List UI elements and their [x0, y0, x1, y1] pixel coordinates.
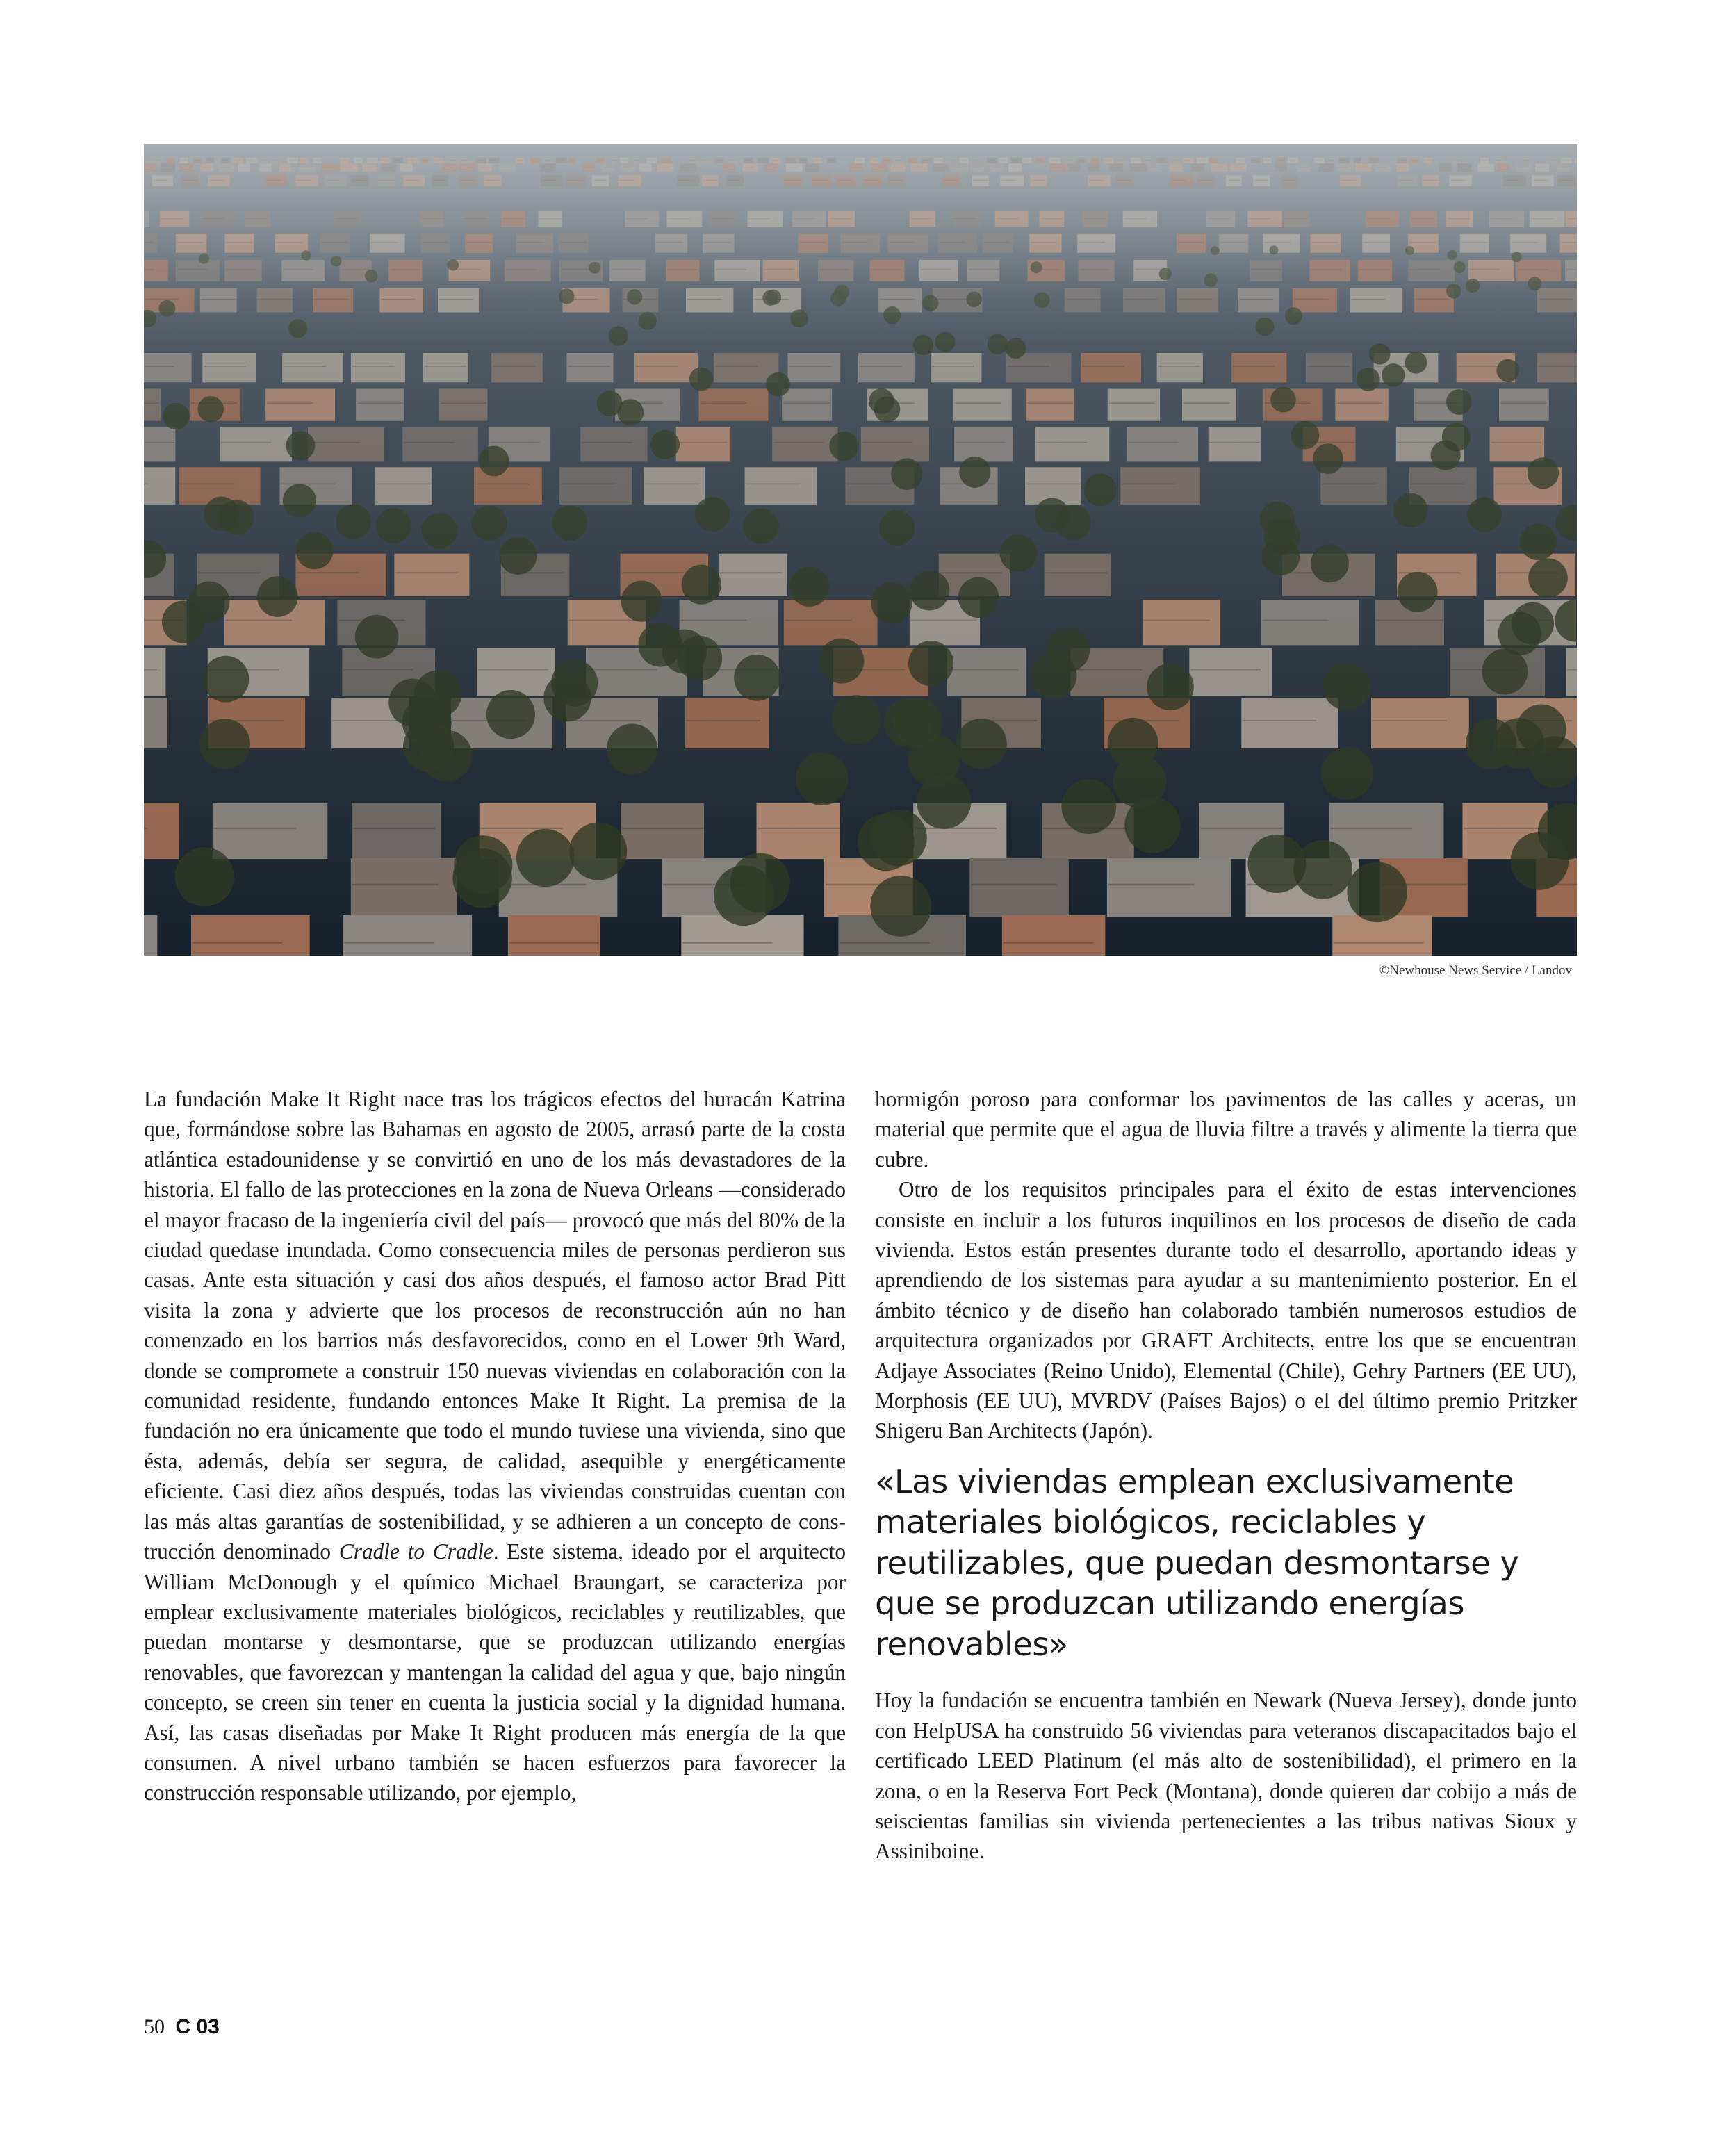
- page-number: 50: [144, 2015, 165, 2038]
- section-label: C 03: [175, 2015, 220, 2038]
- left-column: [144, 1084, 846, 1808]
- body-paragraph: hormigón poroso para conformar los pavimentos de las calles y aceras, un material que permite que el agua de lluvia filtre a través y alimente la tierra que cubre.: [875, 1087, 1577, 1172]
- pull-quote: «Las viviendas emplean exclusivamente materiales biológicos, reciclables y reutilizables, que puedan desmontarse y que se produzcan utilizando energías renovables»: [875, 1462, 1519, 1663]
- page-folio: [144, 2015, 220, 2039]
- body-text: La fundación Make It Right nace tras los trágicos efectos del huracán Katrina que, formándose sobre las Bahamas en agosto de 2005, arrasó parte de la costa atlántica estadounidense y se convirtió en uno de los más devastadores de la historia. El fallo de las protecciones en la zona de Nueva Orleans —considerado el mayor fracaso de la ingeniería civil del país— provocó que más del 80% de la ciudad quedase inundada. Como consecuencia miles de personas perdieron sus casas. Ante esta situación y casi dos años después, el famoso actor Brad Pitt visita la zona y advierte que los procesos de reconstrucción aún no han comenzado en los barrios más desfavorecidos, como en el Lower 9th Ward, donde se compromete a construir 150 nuevas viviendas en colaboración con la comunidad residente, fundando entonces Make It Right. La premisa de la fundación no era únicamente que todo el mundo tuviese una vivienda, sino que ésta, además, debía ser segura, de calidad, asequible y energéticamente eficiente. Casi diez años después, todas las viviendas construidas cuentan con las más altas garantías de sostenibilidad, y se adhieren a un concepto de construcción denominado: [144, 1087, 846, 1564]
- italic-term: Cradle to Cradle: [338, 1539, 493, 1564]
- right-column: [875, 1084, 1577, 1867]
- body-paragraph: Hoy la fundación se encuentra también en Newark (Nueva Jersey), donde junto con HelpUSA ha construido 56 viviendas para veteranos discapacitados bajo el certificado LEED Platinum (el más alto de sostenibilidad), el primero en la zona, o en la Reserva Fort Peck (Montana), donde quieren dar cobijo a más de seiscientas familias sin vivienda pertenecientes a las tribus nativas Sioux y Assiniboine.: [875, 1688, 1577, 1864]
- body-paragraph: [144, 1084, 846, 1808]
- photo-credit: ©Newhouse News Service / Landov: [1379, 963, 1572, 978]
- body-paragraph: Otro de los requisitos principales para el éxito de estas intervenciones consiste en incluir a los futuros inquilinos en los procesos de diseño de cada vivienda. Estos están presentes durante todo el desarrollo, aportando ideas y aprendiendo de los sistemas para ayudar a su mantenimiento posterior. En el ámbito técnico y de diseño han colaborado también numerosos estudios de arquitectura organizados por GRAFT Architects, entre los que se encuentran Adjaye Associates (Reino Unido), Elemental (Chile), Gehry Partners (EE UU), Morphosis (EE UU), MVRDV (Países Bajos) o el del último premio Pritzker Shigeru Ban Architects (Japón).: [875, 1177, 1577, 1443]
- flood-aerial-photo: [144, 144, 1577, 956]
- flood-aerial-illustration: [144, 144, 1577, 956]
- body-text: . Este sistema, ideado por el arquitecto William McDonough y el químico Michael Braungart, se caracteriza por emplear exclusivamente materiales biológicos, reciclables y reutilizables, que puedan montarse y desmontarse, que se produzcan utilizando energías renovables, que favorezcan y mantengan la calidad del agua y que, bajo ningún concepto, se creen sin tener en cuenta la justicia social y la dignidad humana. Así, las casas diseñadas por Make It Right producen más energía de la que consumen. A nivel urbano también se hacen esfuerzos para favorecer la construcción responsable utilizando, por ejemplo,: [144, 1539, 846, 1805]
- atmospheric-haze: [144, 144, 1577, 956]
